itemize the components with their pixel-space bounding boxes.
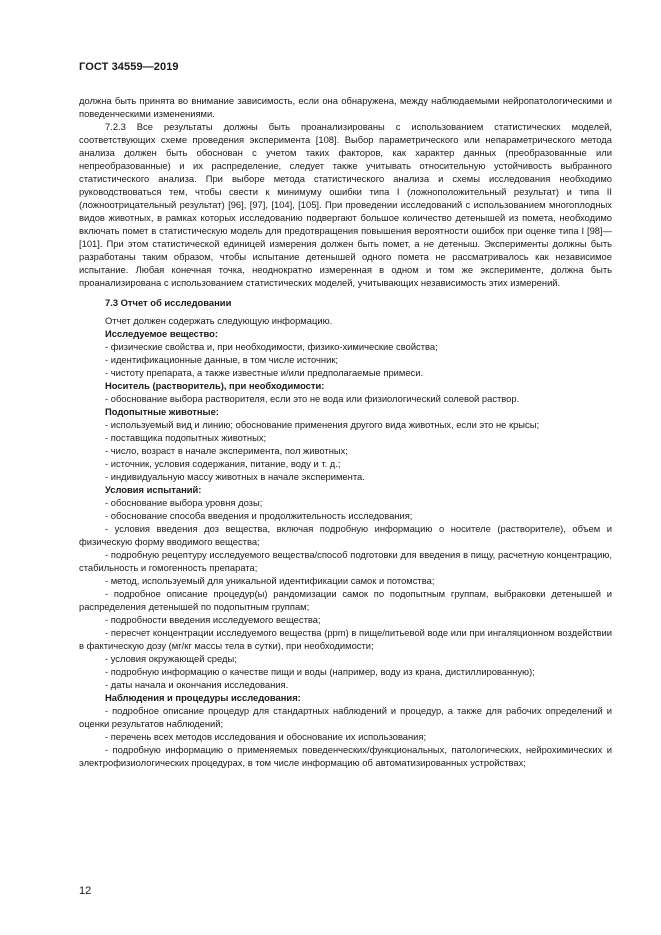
list-item: - обоснование выбора уровня дозы; [105,497,263,508]
list-item: - используемый вид и линию; обоснование применения другого вида животных, если это не крысы; [105,419,540,430]
group-heading: Исследуемое вещество: [105,328,218,339]
section-heading-7-3: 7.3 Отчет об исследовании [105,297,232,308]
list-item: - подробную рецептуру исследуемого вещества/способ подготовки для введения в пищу, расчетную концентрацию, стабильность и гомогенность препарата; [79,549,612,573]
report-requirements [79,327,612,769]
group-heading: Подопытные животные: [105,406,219,417]
list-item: - условия введения доз вещества, включая подробную информацию о носителе (растворителе), объем и физическую форму вводимого вещества; [79,523,612,547]
group-heading: Носитель (растворитель), при необходимости: [105,380,325,391]
list-item: - физические свойства и, при необходимости, физико-химические свойства; [105,341,438,352]
page-number: 12 [79,885,92,897]
list-item: - пересчет концентрации исследуемого вещества (ppm) в пище/питьевой воде или при ингаляционном воздействии в фактическую дозу (мг/кг массы тела в сутки), при необходимости; [79,627,612,651]
list-item: - источник, условия содержания, питание, воду и т. д.; [105,458,341,469]
list-item: - индивидуальную массу животных в начале эксперимента. [105,471,365,482]
list-item: - подробную информацию о качестве пищи и воды (например, воду из крана, дистиллированную); [105,666,535,677]
list-item: - подробное описание процедур(ы) рандомизации самок по подопытным группам, выбраковки детенышей и распределения детенышей по подопытным группам; [79,588,612,612]
list-item: - обоснование выбора растворителя, если это не вода или физиологический солевой раствор. [105,393,520,404]
list-item: - чистоту препарата, а также известные и/или предполагаемые примеси. [105,367,424,378]
list-item: - даты начала и окончания исследования. [105,679,289,690]
list-item: - подробное описание процедур для стандартных наблюдений и процедур, а также для рабочих определений и оценки результатов наблюдений; [79,705,612,729]
list-item: - число, возраст в начале эксперимента, пол животных; [105,445,348,456]
list-item: - обоснование способа введения и продолжительность исследования; [105,510,413,521]
list-item: - перечень всех методов исследования и обоснование их использования; [105,731,427,742]
page-body [79,94,612,769]
list-item: - идентификационные данные, в том числе источник; [105,354,339,365]
report-intro: Отчет должен содержать следующую информацию. [105,315,333,326]
group-heading: Наблюдения и процедуры исследования: [105,692,301,703]
paragraph-7-2-3: 7.2.3 Все результаты должны быть проанализированы с использованием статистических моделей, соответствующих схеме проведения эксперимента [108]. Выбор параметрического или непараметрического метода анализа должен быть обоснован с учетом таких факторов, как характер данных (преобразованные или непреобразованные) и их распределение, следует также учитывать относительную устойчивость выбранного статистического анализа. При выборе метода статистического анализа и схемы исследования необходимо руководствоваться тем, чтобы свести к минимуму ошибки типа I (ложноположительный результат) и типа II (ложноотрицательный результат) [96], [97], [104], [105]. При проведении исследований с использованием многоплодных видов животных, в рамках которых исследованию подвергают большое количество детенышей из помета, необходимо включать помет в статистическую модель для предотвращения повышения вероятности ошибок при оценке типа I [98]—[101]. При этом статистической единицей измерения должен быть помет, а не детеныш. Эксперименты должны быть разработаны таким образом, чтобы испытание детенышей одного помета не рассматривалось как независимое испытание. Любая конечная точка, неоднократно измеренная в одном и том же эксперименте, должна быть проанализирована с использованием статистических моделей, учитывающих независимость этих измерений. [79,121,612,288]
document-header: ГОСТ 34559—2019 [79,61,179,73]
list-item: - подробности введения исследуемого вещества; [105,614,321,625]
list-item: - подробную информацию о применяемых поведенческих/функциональных, патологических, нейрохимических и электрофизиологических процедурах, в том числе информацию об автоматизированных устройствах; [79,744,612,768]
intro-paragraph: должна быть принята во внимание зависимость, если она обнаружена, между наблюдаемыми нейропатологическими и поведенческими изменениями. [79,95,612,119]
list-item: - условия окружающей среды; [105,653,237,664]
list-item: - метод, используемый для уникальной идентификации самок и потомства; [105,575,435,586]
group-heading: Условия испытаний: [105,484,202,495]
list-item: - поставщика подопытных животных; [105,432,267,443]
